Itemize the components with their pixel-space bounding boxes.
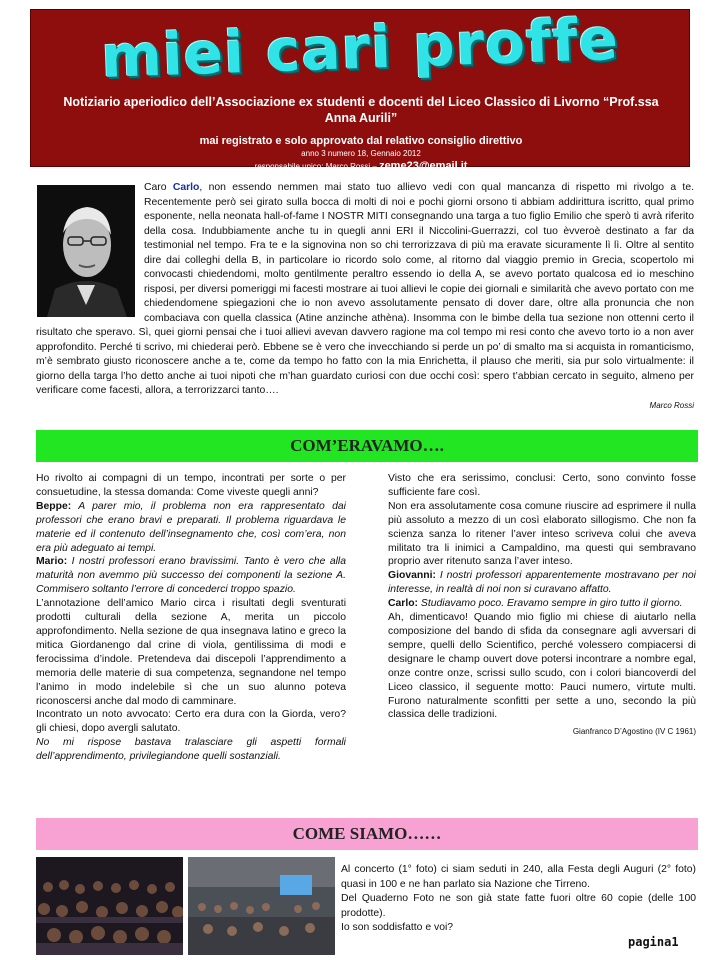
contact-email[interactable]: zeme23@email.it xyxy=(379,160,468,172)
mario-quote: Mario: I nostri professori erano bravissimi. Tanto è vero che alla maturità non avemmo più successo dei componenti la sezione A. Commisero soltanto l’errore di concederci troppo spazio. xyxy=(36,556,346,596)
article-signature: Gianfranco D’Agostino (IV C 1961) xyxy=(572,727,696,737)
intro-letter xyxy=(36,181,694,413)
avvocato-reply: No mi rispose bastava tralasciare gli aspetti formali dell’apprendimento, privilegiandone quelli sostanziali. xyxy=(36,737,346,763)
beppe-quote: Beppe: A parer mio, il problema non era rappresentato dai professori che erano bravi e preparati. Il problema riguardava le materie ed il contenuto dell’insegnamento che, così com’era, non era più adeguato ai tempi. xyxy=(36,500,346,554)
conclusion-paragraph: Visto che era serissimo, conclusi: Certo, sono convinto fosse sufficiente fare così. xyxy=(388,473,696,498)
left-column xyxy=(36,472,346,764)
section-heading-comeravamo: COM’ERAVAMO…. xyxy=(36,430,698,462)
masthead xyxy=(30,4,690,172)
masthead-title: miei cari proffe xyxy=(100,4,620,92)
masthead-note: mai registrato e solo approvato dal relativo consiglio direttivo xyxy=(199,135,523,147)
intro-signature: Marco Rossi xyxy=(649,400,694,410)
closing-question: Io son soddisfatto e voi? xyxy=(341,922,454,933)
sillogismo-paragraph: Non era assolutamente cosa comune riuscire ad esprimere il nulla più assoluto a mezzo di un così elaborato sillogismo. Che non fa scienza sanza lo ritener l’aver inteso scriveva colui che aveva militato tra li inimici a Campaldino, ma questi qui sembravano proprio aver ritenuto sanza l’aver inteso. xyxy=(388,500,696,568)
question-paragraph: Ho rivolto ai compagni di un tempo, incontrati per sorte o per consuetudine, la stessa domanda: Come viveste quegli anni? xyxy=(36,473,346,498)
quaderno-note: Del Quaderno Foto ne son già state fatte fuori oltre 60 copie (delle 100 prodotte). xyxy=(341,893,696,919)
avvocato-paragraph: Incontrato un noto avvocato: Certo era dura con la Giorda, vero? gli chiesi, dopo avergli salutato. xyxy=(36,709,346,735)
section-heading-comesiamo: COME SIAMO…… xyxy=(36,818,698,850)
intro-body: , non essendo nemmen mai stato tuo allievo vedi con qual mancanza di rispetto mi rivolgo a te. Recentemente però sei girato sulla bocca di molti di noi e pochi giorni orsono ti abbiam addirittura iscritto, qual primo esponente, nella neonata hall-of-fame I NOSTR MITI consegnando una targa a tuo figlio Emilio che sperò ti avrà riferito della cosa. Indubbiamente anche tu in quegli anni ERI il Niccolini-Guerrazzi, col tuo èvveroè destinato a far da testimonial nel tempo. Fra te e la signovina non so chi terrorizzava di più ma eravate sicuramente lì lì. Oltre al sentito dire dai colleghi della B, in particolare io ricordo solo come, al ritorno dal viaggio premio in Grecia, scopertolo mi convocasti chiedendomi, molto gentilmente peraltro essendo io della A, se avevo portato qualcosa ed io meschino risposi, per diversi pomeriggi mi facesti mostrare ai tuoi allievi le copie dei giornali e similarità che avevo portato con me chiedendomene spiegazioni che io non avevo assolutamente pensato di dover dare, oltre alla pronuncia che non combaciava con quella classica (Atine anzinche athèna). Insomma con le bimbe della tua sezione non ottenni certo il risultato che speravo. Sì, quei giorni pensai che i tuoi allievi avevan davvero ragione ma col tempo mi resi conto che avevo torto io a non aver approfondito. Perché ti scrivo, mi chiederai però. Ebbene se è vero che invecchiando si perde un po’ di smalto ma si acquista in romanticismo, m’è sembrato giusto riconoscere anche a te, come da tempo ho fatto con la mia Enrichetta, il plauso che meriti, sia pur solo virtualmente: il giorno della targa l’ho detto anche ai tuoi nipoti che m’han guardato curiosi con due occhi così: spero t’abbian cercato in seguito, almeno per verificare come facesti, allora, a terrorizzarci tanto…. xyxy=(36,182,694,396)
festa-auguri-photo xyxy=(188,857,335,955)
greeting: Caro xyxy=(144,182,167,193)
concert-note: Al concerto (1° foto) ci siam seduti in 240, alla Festa degli Auguri (2° foto) quasi in 100 e ne han parlato sia Nazione che Tirreno. xyxy=(341,864,696,890)
issue-info: anno 3 numero 18, Gennaio 2012 xyxy=(301,149,421,158)
addressee-name: Carlo xyxy=(172,182,200,193)
come-siamo-text xyxy=(341,863,696,936)
responsabile-line xyxy=(51,161,671,172)
giovanni-quote: Giovanni: I nostri professori apparentemente mostravano per noi interesse, in realtà di noi non si curavano affatto. xyxy=(388,570,696,596)
masthead-subtitle: Notiziario aperiodico dell’Associazione ex studenti e docenti del Liceo Classico di Livorno “Prof.ssa Anna Aurili” xyxy=(63,95,659,125)
concert-photo xyxy=(36,857,183,955)
responsabile-label: responsabile unico: Marco Rossi – xyxy=(254,162,377,171)
carlo-quote: Carlo: Studiavamo poco. Eravamo sempre in giro tutto il giorno. xyxy=(388,598,683,610)
bando-paragraph: Ah, dimenticavo! Quando mio figlio mi chiese di aiutarlo nella composizione del bando di sfida da consegnare agli avversari di sempre, quelli dello Scientifico, perché volessero compiacersi di designare le champ ouvert dove potersi incontrare a nombre egal, onze contre onze, scrissi sullo scudo, con i colori biancoverdi del Liceo classico, il seguente motto: Pauci numero, virtute multi. Furono naturalmente sconfitti per sette a uno, secondo la più classica delle tradizioni. xyxy=(388,612,696,721)
right-column xyxy=(388,472,696,739)
page-number: pagina1 xyxy=(628,935,679,949)
giordanengo-paragraph: L’annotazione dell’amico Mario circa i risultati degli sventurati prodotti culturali della sezione A, merita un piccolo approfondimento. Nella sezione de qua insegnava latino e greco la mitica Giordanengo dal crine di viola, gentilissima di modi e ferocissima d’indole. Pretendeva dai discepoli l’apprendimento a memoria delle materie di sua competenza, segnandone nel tempo l’animo in modo indelebile sì che un suo alunno poteva riconoscersi anche dal modo di camminare. xyxy=(36,598,346,707)
